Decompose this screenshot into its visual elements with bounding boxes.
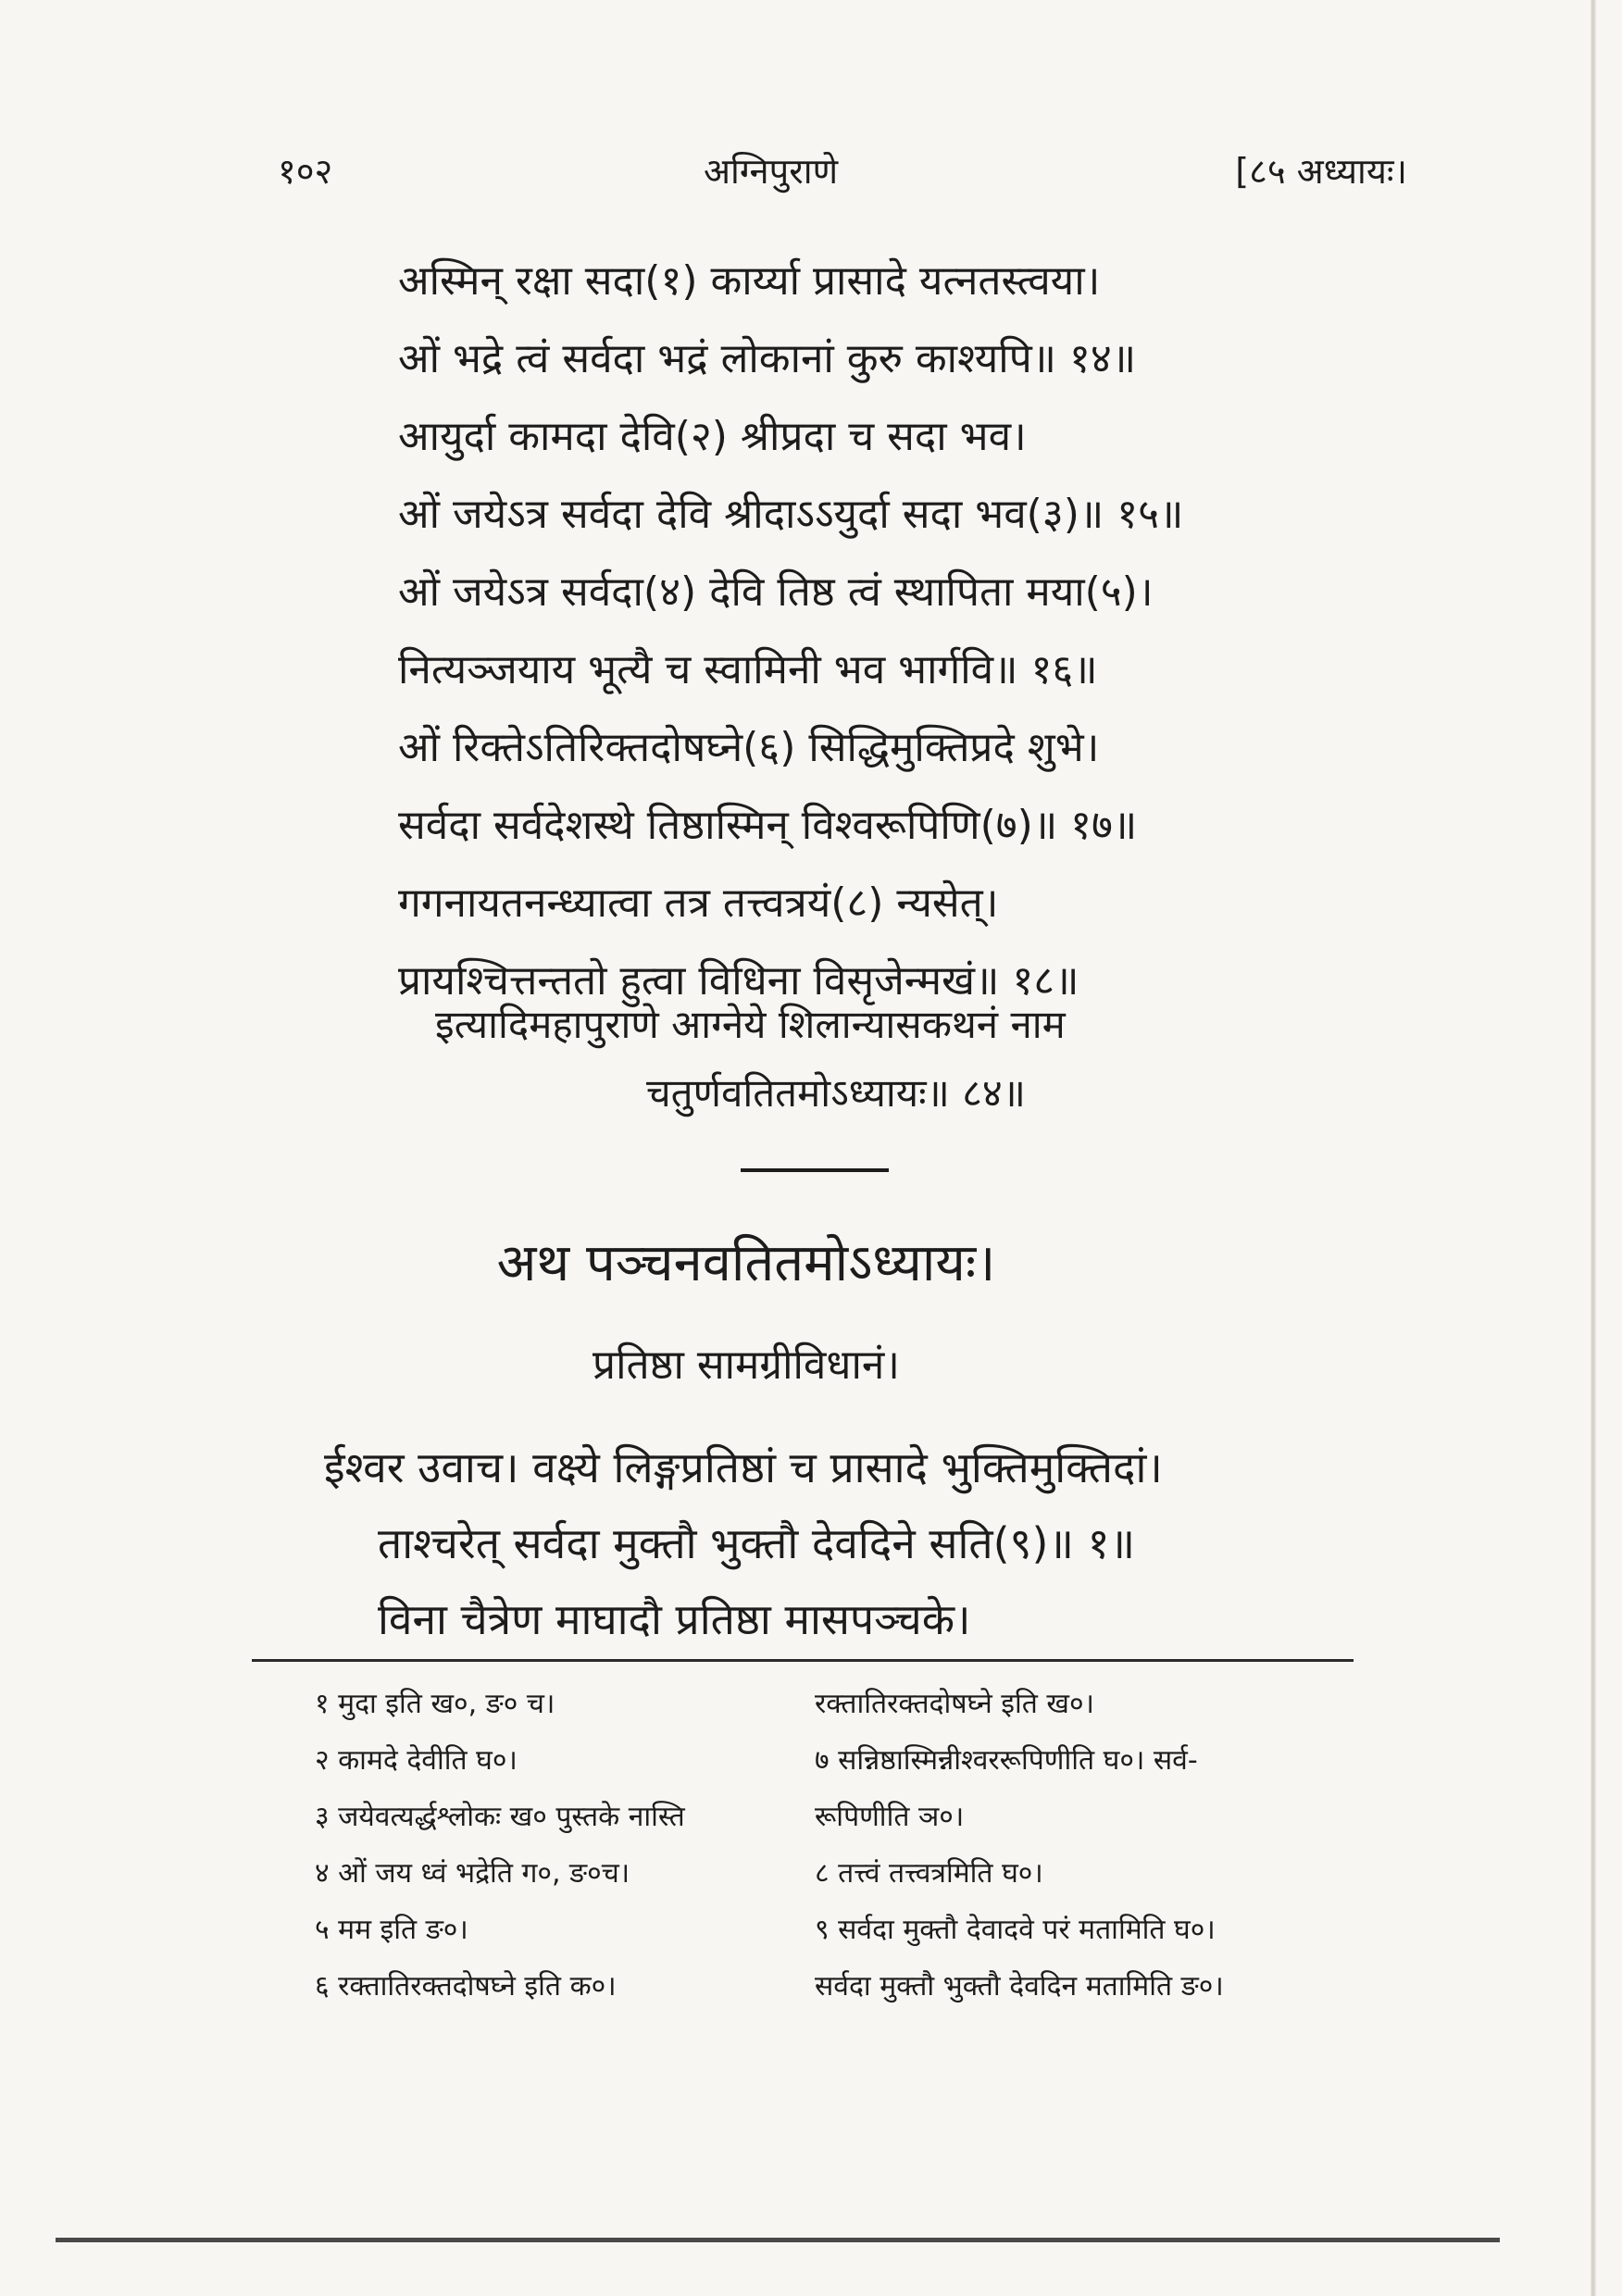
colophon-line: इत्यादिमहापुराणे आग्नेये शिलान्यासकथनं नाम: [435, 1002, 1066, 1047]
verse-line: गगनायतनन्ध्यात्वा तत्र तत्त्वत्रयं(८) न्यसेत्।: [398, 880, 999, 927]
colophon-line: चतुर्णवतितमोऽध्यायः॥ ८४॥: [646, 1070, 1026, 1116]
footnote-row: [315, 1789, 1407, 1845]
body-line: ईश्वर उवाच। वक्ष्ये लिङ्गप्रतिष्ठां च प्रासादे भुक्तिमुक्तिदां।: [324, 1442, 1163, 1492]
chapter-title: अथ पञ्चनवतितमोऽध्यायः।: [496, 1233, 996, 1293]
running-header: [278, 146, 1407, 202]
footnote: ३ जयेवत्यर्द्धश्लोकः ख० पुस्तके नास्ति: [315, 1801, 685, 1833]
footnotes: [315, 1676, 1407, 2015]
verse-line: सर्वदा सर्वदेशस्थे तिष्ठास्मिन् विश्वरूपिणि(७)॥ १७॥: [398, 802, 1138, 849]
body-text: [324, 1429, 1389, 1657]
body-line: ताश्चरेत् सर्वदा मुक्तौ भुक्तौ देवदिने सति(९)॥ १॥: [378, 1518, 1136, 1568]
page-edge-bottom: [56, 2238, 1500, 2242]
footnote: १ मुदा इति ख०, ङ० च।: [315, 1688, 555, 1720]
footnote: ७ सन्निष्ठास्मिन्नीश्वररूपिणीति घ०। सर्व-: [815, 1744, 1198, 1777]
chapter-reference: [८५ अध्यायः।: [1235, 151, 1407, 192]
footnote-rule: [252, 1659, 1354, 1662]
footnote-row: [315, 1845, 1407, 1902]
page-number: १०२: [278, 151, 333, 192]
footnote: ६ रक्तातिरक्तदोषघ्ने इति क०।: [315, 1970, 617, 2003]
verse-line: ओं भद्रे त्वं सर्वदा भद्रं लोकानां कुरु काश्यपि॥ १४॥: [398, 335, 1137, 382]
verse-line: ओं जयेऽत्र सर्वदा(४) देवि तिष्ठ त्वं स्थापिता मया(५)।: [398, 568, 1154, 616]
book-title: अग्निपुराणे: [704, 151, 839, 192]
footnote: ८ तत्त्वं तत्त्वत्रमिति घ०।: [815, 1857, 1043, 1890]
verse-line: नित्यञ्जयाय भूत्यै च स्वामिनी भव भार्गवि॥ १६॥: [398, 646, 1098, 693]
footnote-row: [315, 1958, 1407, 2015]
page-edge-right: [1591, 0, 1596, 2296]
body-line: विना चैत्रेण माघादौ प्रतिष्ठा मासपञ्चके।: [378, 1594, 971, 1644]
verse-line: ओं जयेऽत्र सर्वदा देवि श्रीदाऽऽयुर्दा सदा भव(३)॥ १५॥: [398, 491, 1184, 538]
footnote: रक्तातिरक्तदोषघ्ने इति ख०।: [815, 1688, 1094, 1720]
footnote: रूपिणीति ञ०।: [815, 1801, 965, 1833]
chapter-colophon: [435, 991, 1361, 1128]
footnote: ४ ओं जय ध्वं भद्रेति ग०, ङ०च।: [315, 1857, 630, 1890]
footnote: सर्वदा मुक्तौ भुक्तौ देवदिन मतामिति ङ०।: [815, 1970, 1224, 2003]
footnote-row: [315, 1732, 1407, 1789]
section-divider: [741, 1168, 889, 1172]
verse-line: आयुर्दा कामदा देवि(२) श्रीप्रदा च सदा भव।: [398, 413, 1027, 460]
footnote: ५ मम इति ङ०।: [315, 1914, 468, 1946]
verse-block: [398, 243, 1416, 1020]
footnote: ९ सर्वदा मुक्तौ देवादवे परं मतामिति घ०।: [815, 1914, 1216, 1946]
footnote-row: [315, 1902, 1407, 1958]
footnote-row: [315, 1676, 1407, 1732]
verse-line: अस्मिन् रक्षा सदा(१) कार्य्या प्रासादे यत्नतस्त्वया।: [398, 257, 1101, 305]
chapter-subtitle: प्रतिष्ठा सामग्रीविधानं।: [593, 1341, 900, 1389]
footnote: २ कामदे देवीति घ०।: [315, 1744, 518, 1777]
verse-line: ओं रिक्तेऽतिरिक्तदोषघ्ने(६) सिद्धिमुक्तिप्रदे शुभे।: [398, 724, 1100, 771]
verse-line: प्रायश्चित्तन्ततो हुत्वा विधिना विसृजेन्मखं॥ १८॥: [398, 957, 1079, 1004]
